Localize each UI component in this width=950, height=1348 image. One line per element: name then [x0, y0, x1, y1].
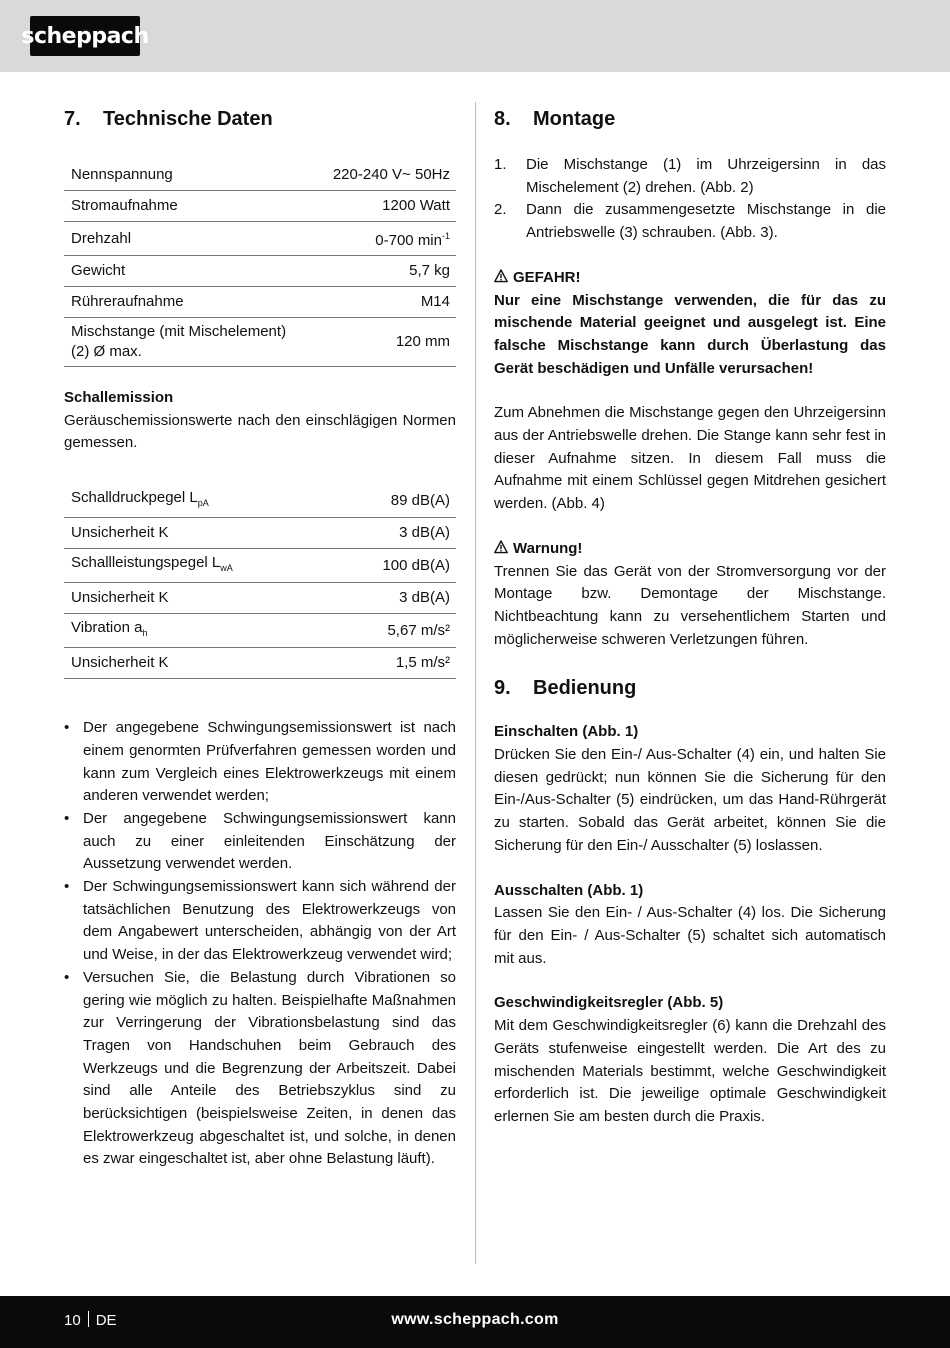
- spec-label: Rühreraufnahme: [71, 293, 184, 310]
- noise-emission-block: [64, 387, 456, 455]
- noise-label: Unsicherheit K: [71, 654, 169, 672]
- switch-on-block: [494, 721, 886, 857]
- spec-value: M14: [420, 293, 450, 310]
- spec-value: 220-240 V~ 50Hz: [332, 166, 450, 183]
- section-title: Montage: [533, 108, 616, 130]
- noise-label-subscript: pA: [197, 498, 209, 509]
- spec-value-text: 0-700 min: [375, 232, 442, 249]
- vibration-notes-list: [64, 717, 456, 1171]
- noise-row: [64, 518, 456, 549]
- section-number: 9.: [494, 677, 511, 700]
- warning-text: Trennen Sie das Gerät von der Stromversorgung vor der Montage bzw. Demontage der Mischstange. Nichtbeachtung kann zu versehentlichem Starten und möglicherweise schweren Verletzungen führen.: [494, 562, 886, 648]
- list-item: • Der angegebene Schwingungsemissionswert ist nach einem genormten Prüfverfahren gemessen worden und kann zum Vergleich eines Elektrowerkzeugs mit einem anderen verwendet werden;: [64, 717, 456, 808]
- danger-block: [494, 267, 886, 381]
- noise-label: Unsicherheit K: [71, 589, 169, 607]
- section-heading-bedienung: [494, 673, 886, 703]
- warning-triangle-icon: [494, 540, 508, 554]
- spec-value: 1200 Watt: [382, 197, 450, 214]
- spec-label: Gewicht: [71, 262, 126, 279]
- montage-steps: [494, 154, 886, 245]
- noise-value: 5,67 m/s²: [387, 621, 450, 639]
- warning-heading: [494, 538, 886, 561]
- column-divider: [475, 102, 476, 1264]
- step-text: Dann die zusammengesetzte Mischstange in die Antriebswelle (3) schrauben. (Abb. 3).: [526, 201, 886, 242]
- spec-row: [64, 318, 456, 367]
- noise-value: 89 dB(A): [390, 491, 450, 509]
- noise-label: [71, 618, 147, 643]
- noise-label: [71, 488, 209, 513]
- noise-text: Geräuschemissionswerte nach den einschlägigen Normen gemessen.: [64, 411, 456, 452]
- noise-value: 1,5 m/s²: [395, 654, 450, 672]
- brand-logo: scheppach: [30, 16, 140, 56]
- speed-control-block: [494, 992, 886, 1128]
- step-text: Die Mischstange (1) im Uhrzeigersinn in das Mischelement (2) drehen. (Abb. 2): [526, 156, 886, 196]
- spec-table: [64, 160, 456, 367]
- switch-on-heading: Einschalten (Abb. 1): [494, 723, 639, 741]
- right-column: [494, 104, 886, 1129]
- section-number: 7.: [64, 108, 81, 130]
- danger-label: GEFAHR!: [513, 268, 581, 286]
- spec-row: [64, 160, 456, 191]
- spec-row: [64, 256, 456, 287]
- danger-heading: [494, 267, 886, 290]
- danger-text: Nur eine Mischstange verwenden, die für das zu mischende Material geeignet und ausgelegt ist. Eine falsche Mischstange kann durch Überlastung das Gerät beschädigen und Unfälle verursachen!: [494, 291, 886, 377]
- switch-off-block: [494, 880, 886, 971]
- page-number: 10: [64, 1312, 81, 1329]
- spec-label: Stromaufnahme: [71, 197, 178, 214]
- spec-value: [375, 226, 450, 251]
- noise-row: [64, 484, 456, 518]
- spec-value: 120 mm: [395, 333, 450, 350]
- language-code: DE: [95, 1312, 117, 1329]
- switch-off-text: Lassen Sie den Ein- / Aus-Schalter (4) los. Die Sicherung für den Ein- / Aus-Schalter (5) schaltet sich automatisch mit aus.: [494, 904, 886, 967]
- section-heading-technische-daten: [64, 104, 456, 134]
- switch-off-heading: Ausschalten (Abb. 1): [494, 881, 644, 899]
- list-item: • Der Schwingungsemissionswert kann sich während der tatsächlichen Benutzung des Elektrowerkzeugs von dem Angabewert unterscheiden, abhängig von der Art und Weise, in der das Elektrowerkzeug verwendet wird;: [64, 876, 456, 967]
- noise-value: 3 dB(A): [399, 589, 450, 607]
- list-item: [494, 154, 886, 199]
- list-item: [494, 199, 886, 244]
- warning-triangle-icon: [494, 269, 508, 283]
- noise-row: [64, 583, 456, 614]
- left-column: [64, 104, 456, 1171]
- spec-row: [64, 222, 456, 256]
- noise-label-subscript: h: [142, 628, 148, 639]
- switch-on-text: Drücken Sie den Ein-/ Aus-Schalter (4) ein, und halten Sie diesen gedrückt; nun können Sie die Sicherung für den Ein-/Aus-Schalter (5) eindrücken, um das Hand-Rührgerät zu starten. Sobald das Gerät arbeitet, können Sie die Sicherung für den Ein-/ Ausschalter (5) loslassen.: [494, 746, 886, 854]
- spec-row: [64, 287, 456, 318]
- section-number: 8.: [494, 108, 511, 130]
- noise-table: [64, 484, 456, 679]
- noise-value: 3 dB(A): [399, 524, 450, 542]
- section-title: Technische Daten: [103, 108, 273, 130]
- speed-control-heading: Geschwindigkeitsregler (Abb. 5): [494, 994, 724, 1012]
- noise-label-text: Vibration a: [71, 619, 143, 637]
- warning-block: [494, 538, 886, 652]
- spec-row: [64, 191, 456, 222]
- noise-label-text: Schalldruckpegel L: [71, 489, 198, 507]
- list-item: • Versuchen Sie, die Belastung durch Vibrationen so gering wie möglich zu halten. Beispielhafte Maßnahmen zur Verringerung der Vibrationsbelastung sind das Tragen von Handschuhen beim Gebrauch des Werkzeugs und die Begrenzung der Arbeitszeit. Dabei sind alle Anteile des Betriebszyklus sind zu berücksichtigen (beispielsweise Zeiten, in denen das Elektrowerkzeug abgeschaltet ist, und solche, in denen es zwar eingeschaltet ist, aber ohne Belastung läuft).: [64, 967, 456, 1171]
- warning-label: Warnung!: [513, 539, 583, 557]
- section-title: Bedienung: [533, 677, 637, 700]
- noise-row: [64, 614, 456, 648]
- noise-row: [64, 549, 456, 583]
- page-footer: [0, 1296, 950, 1348]
- spec-value-superscript: -1: [441, 231, 450, 241]
- spec-label: Drehzahl: [71, 229, 132, 247]
- noise-label-text: Schallleistungspegel L: [71, 554, 221, 572]
- website-url: www.scheppach.com: [391, 1311, 559, 1328]
- step-number: 2.: [494, 201, 507, 219]
- noise-heading: Schallemission: [64, 389, 174, 406]
- spec-label: Nennspannung: [71, 166, 173, 183]
- removal-text: Zum Abnehmen die Mischstange gegen den Uhrzeigersinn aus der Antriebswelle drehen. Die Stange kann sehr fest in dieser Aufnahme sitzen. In diesem Fall muss die Aufnahme mit einem Schlüssel gegen Mitdrehen gesichert werden. (Abb. 4): [494, 404, 886, 513]
- spec-label: Mischstange (mit Mischelement) (2) Ø max.: [71, 323, 287, 360]
- step-number: 1.: [494, 156, 507, 173]
- page-header: [0, 0, 950, 72]
- speed-control-text: Mit dem Geschwindigkeitsregler (6) kann die Drehzahl des Geräts stufenweise eingestellt werden. Die Art des zu mischenden Materials bestimmt, welche Geschwindigkeit erforderlich ist. Die jeweilige optimale Geschwindigkeit erlernen Sie am besten durch die Praxis.: [494, 1017, 886, 1125]
- noise-label: [71, 553, 233, 578]
- section-heading-montage: [494, 104, 886, 134]
- noise-row: [64, 648, 456, 679]
- noise-value: 100 dB(A): [382, 556, 450, 574]
- noise-label: Unsicherheit K: [71, 524, 169, 542]
- spec-value: 5,7 kg: [409, 262, 450, 279]
- noise-label-subscript: wA: [220, 563, 233, 574]
- list-item: • Der angegebene Schwingungsemissionswert kann auch zu einer einleitenden Einschätzung der Aussetzung verwendet werden.: [64, 808, 456, 876]
